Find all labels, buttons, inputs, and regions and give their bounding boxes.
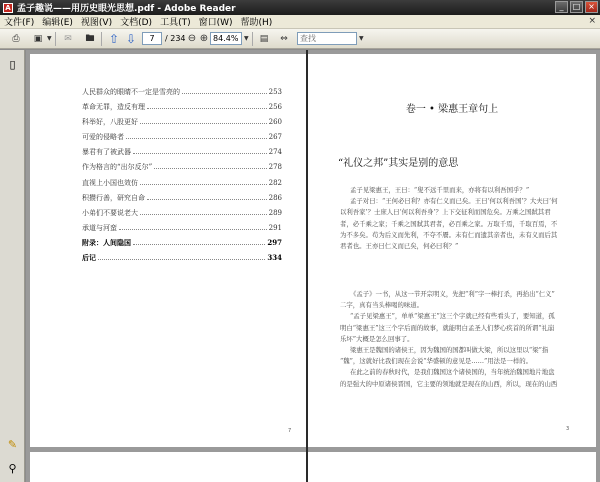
maximize-button[interactable]: □ [570,1,583,13]
chapter-title: 卷一 • 梁惠王章句上 [405,104,499,115]
pdf-app-icon: A [3,3,13,13]
document-view[interactable] [26,50,600,482]
page-number-input[interactable]: 7 [142,32,162,45]
toc-title: 积攒行善，研究自命 [82,193,145,202]
text-line: 孟子对曰：“王何必曰利？亦有仁义而已矣。王曰‘何以利吾国’？大夫曰‘何 [350,197,558,206]
next-page-left [30,452,306,482]
toc-page: 286 [268,193,282,202]
email-icon[interactable]: ✉ [64,34,72,44]
toc-entry[interactable] [82,193,282,208]
toc-leader [140,214,267,215]
toc-leader [126,138,267,139]
attachments-icon[interactable]: ⚲ [8,462,17,475]
toolbar-divider [252,32,253,46]
menu-view[interactable]: 视图(V) [80,18,113,28]
toc-title: 直视上小国也效仿 [82,178,138,187]
zoom-out-icon[interactable]: ⊖ [187,33,197,44]
toc-title: 科举好，八股更好 [82,118,138,127]
minimize-button[interactable]: _ [555,1,568,13]
toc-title: 作为格言的“出尔反尔” [82,163,153,172]
previous-page-icon[interactable]: ⇧ [108,32,120,46]
toc-page: 274 [268,148,282,157]
toolbar-divider [101,32,102,46]
text-line: 梁惠王是魏国的诸侯王，因为魏国的国都叫做大梁，所以这里以“梁”指 [350,346,549,355]
toc-title: 可爱的侵略者 [82,133,124,142]
save-icon[interactable]: ▣ [33,34,43,44]
text-line: 二字，真有当头棒喝的味道。 [340,301,424,310]
toolbar-divider [55,32,56,46]
text-line: “孟子见梁惠王”，单单“梁惠王”这三个字就已经有些看头了，要知道，孤 [350,312,555,321]
toolbar [0,29,600,49]
zoom-in-icon[interactable]: ⊕ [199,33,209,44]
pages-icon[interactable]: ▯ [9,58,16,71]
toc-entry[interactable] [82,178,282,193]
toc-page: 289 [268,208,282,217]
close-button[interactable]: × [585,1,598,13]
toc-title: 承道与河蛮 [82,223,117,232]
menu-file[interactable]: 文件(F) [4,18,35,28]
toc-leader [147,108,267,109]
print-icon[interactable]: ⎙ [12,34,20,44]
page-total: / 234 [165,34,186,43]
text-line: 《孟子》一书，从这一节开宗明义，先把“利”字一棒打杀，再抬出“仁义” [350,290,555,298]
toc-page: 267 [268,133,282,142]
save-dropdown-icon[interactable]: ▼ [47,35,52,42]
text-line: 的是强大的中原诸侯晋国，它主要的领地就是现在的山西，所以，现在的山西 [340,379,558,388]
find-dropdown-icon[interactable]: ▼ [359,35,364,42]
fit-page-icon[interactable]: ▤ [259,34,269,44]
find-input[interactable]: 查找 [297,32,357,45]
menu-tools[interactable]: 工具(T) [160,18,191,28]
toc-title: 人民群众的眼睛不一定是雪亮的 [82,88,180,96]
text-line: 孟子见梁惠王，王曰：“叟不远千里而来，亦将有以利吾国乎？” [350,186,530,194]
toc-title: 附录：人间隐国 [82,237,131,247]
toc-entry[interactable] [82,117,282,132]
text-line: 乐坏”大概是怎么回事了。 [340,334,414,343]
toc-page: 291 [268,223,282,232]
page-number: 3 [566,426,570,432]
menu-help[interactable]: 帮助(H) [240,18,273,28]
navigation-panel [0,50,25,482]
table-of-contents [82,87,282,268]
toc-page: 256 [268,103,282,112]
toc-entry[interactable] [82,238,282,253]
toc-leader [98,259,265,260]
toc-title: 革命无罪，造反有理 [82,103,145,112]
toc-leader [119,229,267,230]
toc-entry[interactable] [82,223,282,238]
zoom-dropdown-icon[interactable]: ▼ [244,35,249,42]
toc-page: 297 [267,237,282,247]
toc-page: 278 [268,163,282,172]
toc-leader [154,168,266,169]
toc-page: 334 [267,253,282,263]
window-controls [555,1,598,13]
menu-window[interactable]: 窗口(W) [198,18,233,28]
toc-page: 282 [268,178,282,187]
text-line: 为不多矣。苟为后义而先利，不夺不餍。未有仁而遗其亲者也，未有义而后其 [340,230,558,239]
next-page-icon[interactable]: ⇩ [125,32,137,46]
toc-entry[interactable] [82,162,282,177]
toc-entry[interactable] [82,132,282,147]
text-line: “魏”，这就好比我们现在会说“华盛顿的意见是……”用法是一样的。 [340,357,533,366]
page-left [30,54,306,447]
zoom-input[interactable]: 84.4% [210,32,242,45]
window-title: 孟子趣说——用历史眼光思想.pdf - Adobe Reader [17,4,236,14]
page-number: 7 [288,428,292,434]
toc-entry[interactable] [82,102,282,117]
text-line: 在此之前的春秋时代，是我们魏国这个诸侯国的，当年统治魏国地片地盘 [350,368,555,377]
close-document-button[interactable]: × [588,16,596,26]
body-paragraphs [340,289,576,390]
next-page-right [308,452,596,482]
toc-leader [140,184,267,185]
fit-width-icon[interactable]: ⇔ [280,34,288,44]
toc-leader [133,244,265,245]
toc-leader [133,153,267,154]
toc-page: 253 [268,88,282,96]
page-right [308,54,596,447]
toc-entry[interactable] [82,87,282,102]
toc-page: 260 [268,118,282,127]
title-bar [0,0,600,15]
toc-entry[interactable] [82,253,282,268]
text-line: 以利吾家’？士庶人曰‘何以利吾身’？上下交征利而国危矣。万乘之国弑其君 [340,208,551,217]
toc-title: 暴君有了被武器 [82,148,131,157]
text-line: 者，必千乘之家；千乘之国弑其君者，必百乘之家。万取千焉，千取百焉，不 [340,219,558,228]
toc-entry[interactable] [82,147,282,162]
page-gutter [306,50,308,482]
menu-bar [0,15,600,29]
text-line: 明白“梁惠王”这三个字后面的故事，就能明白孟圣人们梦心疾首的所谓“礼崩 [340,323,555,332]
menu-document[interactable]: 文档(D) [120,18,153,28]
toc-leader [140,123,267,124]
text-line: 君者也。王亦曰仁义而已矣，何必曰利？” [340,242,459,251]
comments-icon[interactable]: ✎ [7,438,18,451]
toc-leader [147,199,267,200]
toc-entry[interactable] [82,208,282,223]
quote-paragraph [340,185,576,252]
toc-title: 后记 [82,253,96,263]
toc-title: 小弟们不要说老大 [82,208,138,217]
toc-leader [182,93,267,94]
attach-icon[interactable]: 🖿 [85,34,95,44]
section-title: “礼仪之邦”其实是别的意思 [338,158,459,169]
menu-edit[interactable]: 编辑(E) [42,18,73,28]
